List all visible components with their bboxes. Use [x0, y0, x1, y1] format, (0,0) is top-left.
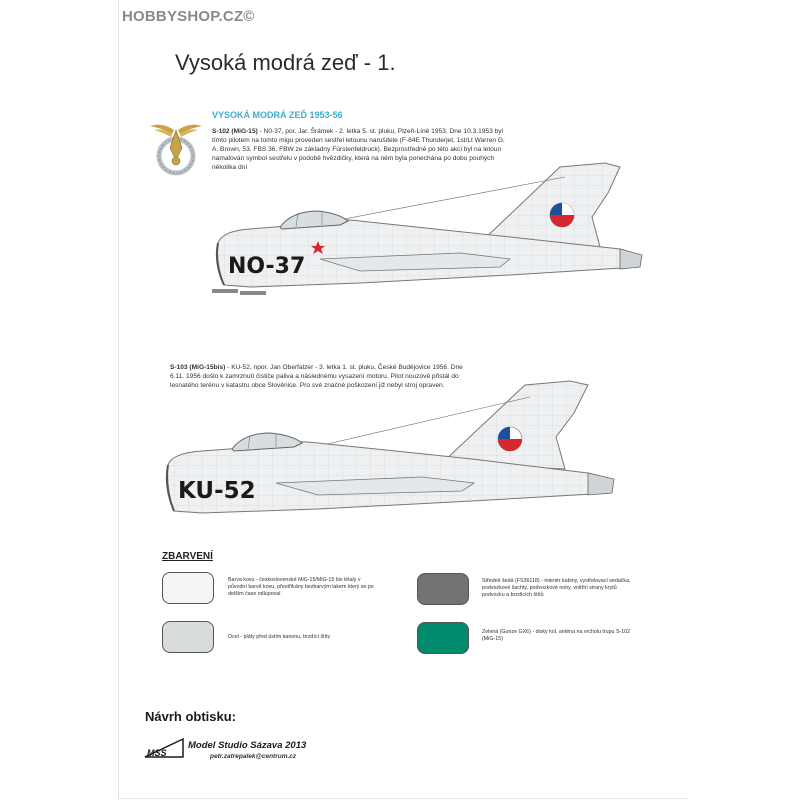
colour-swatch-medium-grey [417, 573, 469, 605]
section-heading: VYSOKÁ MODRÁ ZEĎ 1953-56 [212, 110, 343, 120]
mss-logo-icon [143, 737, 185, 759]
studio-name: Model Studio Sázava 2013 [188, 740, 307, 751]
aircraft-1-text: - N0-37, por. Jar. Šrámek - 2. letka 5. st. pluku, Plzeň-Líně 1953. Dne 10.3.1953 byl tímto pilotem na tomto migu proveden sestřel letounu narušitele (F-84E Thunderjet, 1st/Lt Warren G. A. Brown, 53. FBS 36. FBW ze základny Fürstenfeldruck). Bezprostředně po této akci byl na letoun namalován symbol sestřelu v podobě hvězdičky, která na něm byla ponechána po dobu pouhých několika dní [212, 128, 505, 171]
air-force-emblem-icon [148, 116, 204, 178]
aircraft-1-registration: NO-37 [228, 254, 306, 279]
aircraft-2-text: - KU-52, npor. Jan Oberfalzer - 3. letka 1. st. pluku, České Budějovice 1956. Dne 6.11. 1956 došlo k zamrznutí čističe paliva a následnému vysazení motoru. Pilot nouzově přistál do lesnatého terénu v katastru obce Slověnice. Pro své značné poškození již nebyl stroj opraven. [170, 364, 463, 389]
colour-text-green: Zelená (Gunze GX6) - disky kol, anténa na vrcholu trupu S-102 (MiG-15) [482, 629, 631, 642]
mss-logo-text: MSS [147, 748, 167, 758]
aircraft-1-profile [210, 155, 660, 305]
colour-swatch-metal [162, 572, 214, 604]
aircraft-2-registration: KU-52 [178, 478, 256, 504]
colour-text-steel: Ocel - pláty před ústím kanonu, brzdící štíty [228, 634, 331, 640]
colour-text-metal: Barva kovu - československé MiG-15/MiG-15 bis létaly v původní barvě kovu, přestříkány bezbarvým lakem který se po delším čase odlupoval [228, 577, 374, 597]
page-border-left [118, 0, 119, 800]
colour-swatch-green [417, 622, 469, 654]
colour-swatch-steel [162, 621, 214, 653]
colour-text-medium-grey: Středně šedá (FS36118) - interiér kabiny, vystřelovací sedačka, podvozkové šachty, podvozkové nohy, vnitřní strany krytů podvozku a brzdících štítů [482, 578, 631, 598]
aircraft-2-id: S-103 (MiG-15bis) [170, 364, 226, 371]
page-border-bottom [118, 798, 688, 799]
decal-design-heading: Návrh obtisku: [145, 709, 237, 724]
aircraft-2-profile [160, 375, 630, 530]
aircraft-1-id: S-102 (MiG-15) [212, 128, 258, 135]
page-title: Vysoká modrá zeď - 1. [175, 50, 396, 75]
colour-heading: ZBARVENÍ [162, 551, 213, 562]
contact-email: petr.zatrepalek@centrum.cz [210, 753, 297, 760]
watermark: HOBBYSHOP.CZ© [122, 8, 255, 25]
